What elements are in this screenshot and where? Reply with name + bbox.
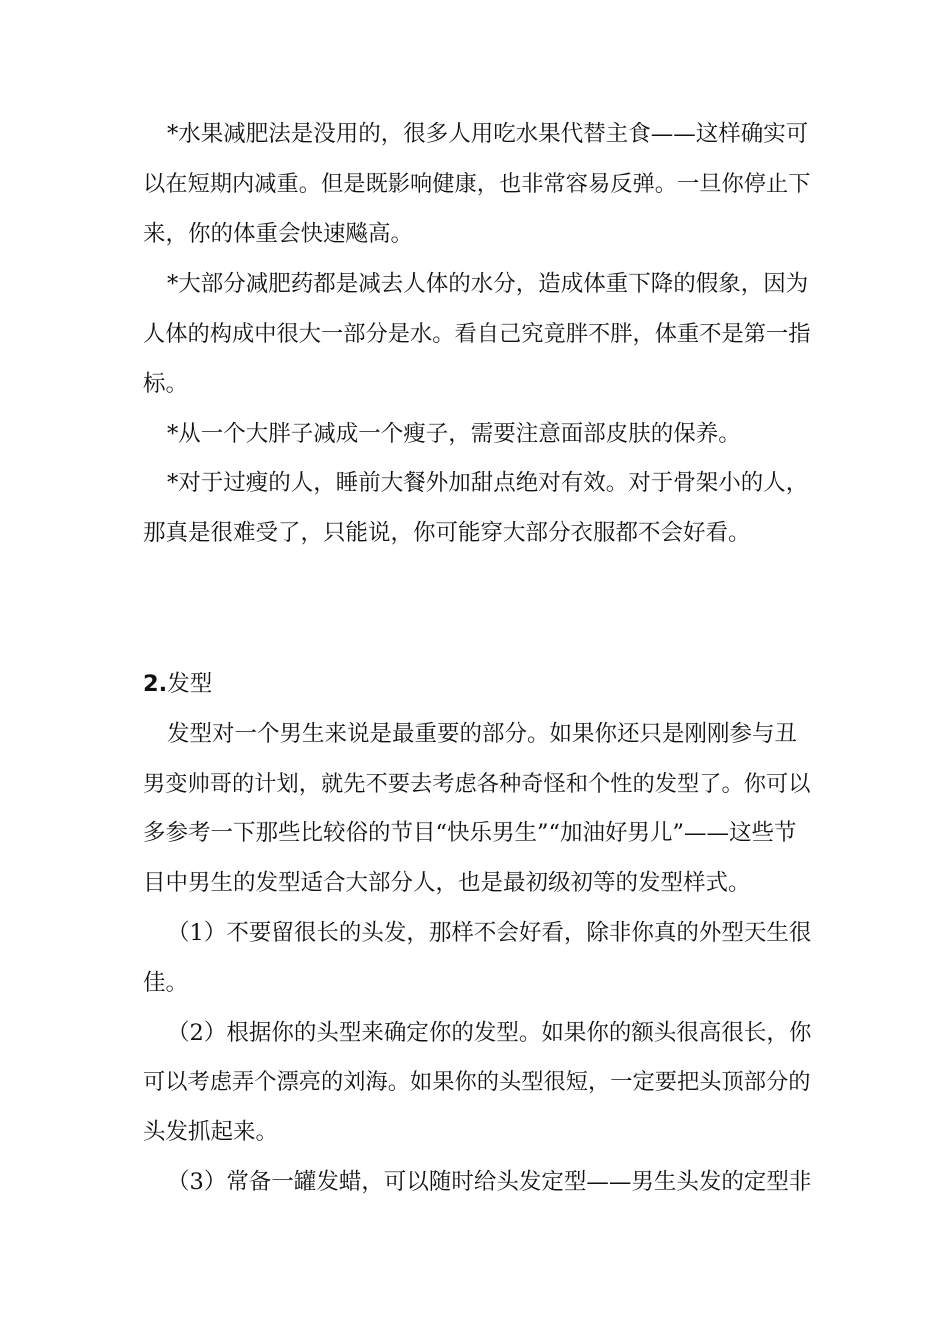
text-line: *大部分减肥药都是减去人体的水分，造成体重下降的假象，因为 (167, 271, 809, 297)
text-line: *水果减肥法是没用的，很多人用吃水果代替主食——这样确实可 (167, 121, 809, 147)
text-line: 人体的构成中很大一部分是水。看自己究竟胖不胖，体重不是第一指 (143, 321, 811, 347)
text-line: 头发抓起来。 (143, 1119, 279, 1145)
text-line: *对于过瘦的人，睡前大餐外加甜点绝对有效。对于骨架小的人， (167, 470, 809, 496)
section-heading (143, 660, 212, 710)
heading-number: 2. (143, 671, 168, 697)
text-line: 来，你的体重会快速飚高。 (143, 221, 414, 247)
text-line: （2）根据你的头型来确定你的发型。如果你的额头很高很长，你 (167, 1020, 812, 1046)
text-line: 目中男生的发型适合大部分人，也是最初级初等的发型样式。 (143, 870, 751, 896)
text-line: *从一个大胖子减成一个瘦子，需要注意面部皮肤的保养。 (167, 421, 741, 447)
text-line: 男变帅哥的计划，就先不要去考虑各种奇怪和个性的发型了。你可以 (143, 771, 811, 797)
text-line: 佳。 (143, 970, 189, 996)
heading-title: 发型 (167, 671, 213, 697)
text-line: （1）不要留很长的头发，那样不会好看，除非你真的外型天生很 (167, 920, 812, 946)
text-line: 多参考一下那些比较俗的节目“快乐男生”“加油好男儿”——这些节 (143, 820, 797, 846)
text-line: 发型对一个男生来说是最重要的部分。如果你还只是刚刚参与丑 (167, 721, 798, 747)
text-line: 标。 (143, 371, 189, 397)
text-line: 以在短期内减重。但是既影响健康，也非常容易反弹。一旦你停止下 (143, 171, 811, 197)
text-line: 可以考虑弄个漂亮的刘海。如果你的头型很短，一定要把头顶部分的 (143, 1069, 811, 1095)
text-line: 那真是很难受了，只能说，你可能穿大部分衣服都不会好看。 (143, 520, 751, 546)
text-line: （3）常备一罐发蜡，可以随时给头发定型——男生头发的定型非 (167, 1169, 812, 1195)
